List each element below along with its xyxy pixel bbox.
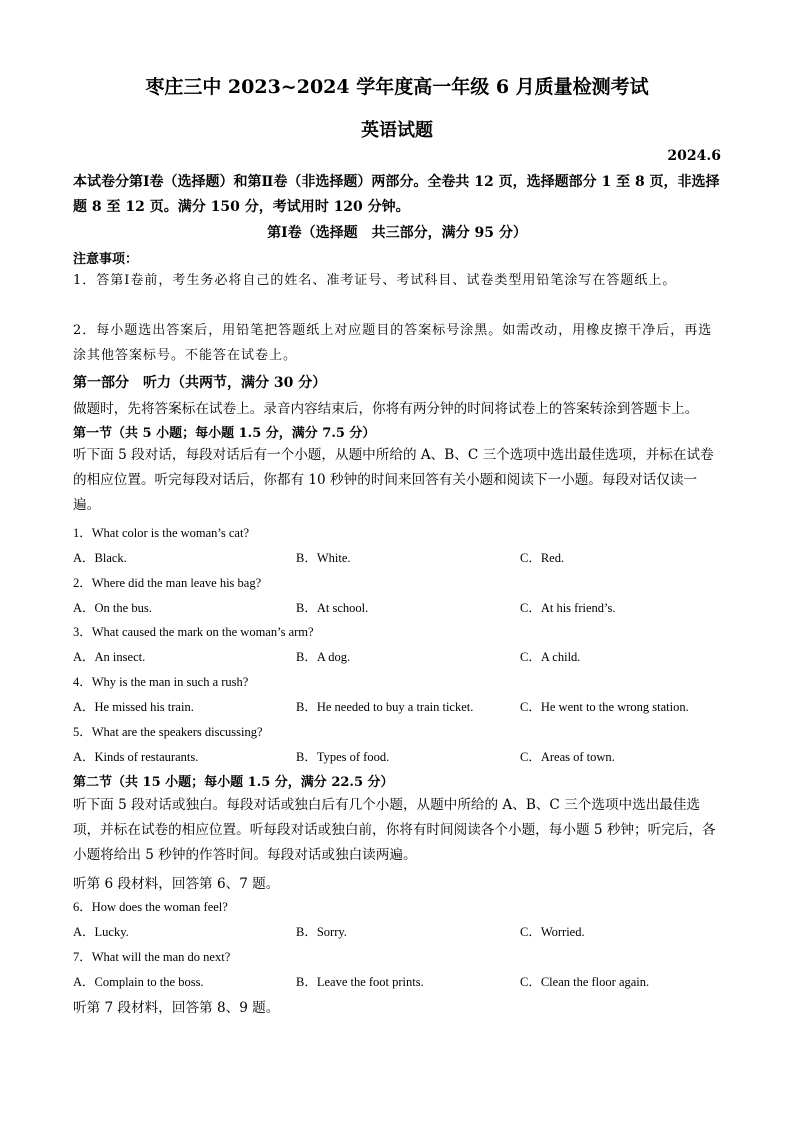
option-b: B．Sorry. xyxy=(296,925,347,939)
exam-date: 2024.6 xyxy=(667,148,721,164)
option-a: A．On the bus. xyxy=(73,601,152,615)
section1-instruction: 听下面 5 段对话，每段对话后有一个小题，从题中所给的 A、B、C 三个选项中选出最佳选项，并标在试卷的相应位置。听完每段对话后，你都有 10 秒钟的时间来回答有关小题和阅读下一小题。每段对话仅读一遍。 xyxy=(73,447,714,513)
option-b: B．He needed to buy a train ticket. xyxy=(296,700,474,714)
option-b: B．Types of food. xyxy=(296,750,390,764)
option-a: A．Lucky. xyxy=(73,925,129,939)
question-text: 7．What will the man do next? xyxy=(73,950,231,964)
material-note: 听第 6 段材料，回答第 6、7 题。 xyxy=(73,876,280,892)
option-b: B．A dog. xyxy=(296,650,351,664)
option-c: C．Red. xyxy=(520,551,565,565)
note-item: 1．答第Ⅰ卷前，考生务必将自己的姓名、准考证号、考试科目、试卷类型用铅笔涂写在答题纸上。 xyxy=(73,273,677,288)
option-b: B．At school. xyxy=(296,601,369,615)
option-a: A．Kinds of restaurants. xyxy=(73,750,199,764)
option-c: C．Worried. xyxy=(520,925,585,939)
option-a: A．Complain to the boss. xyxy=(73,975,204,989)
option-a: A．An insect. xyxy=(73,650,146,664)
option-c: C．At his friend’s. xyxy=(520,601,616,615)
note-item: 2．每小题选出答案后，用铅笔把答题纸上对应题目的答案标号涂黑。如需改动，用橡皮擦干净后，再选涂其他答案标号。不能答在试卷上。 xyxy=(73,323,713,363)
question-text: 2．Where did the man leave his bag? xyxy=(73,576,262,590)
intro-paragraph: 本试卷分第Ⅰ卷（选择题）和第Ⅱ卷（非选择题）两部分。全卷共 12 页，选择题部分 1 至 8 页，非选择题 8 至 12 页。满分 150 分，考试用时 120 分钟。 xyxy=(73,174,720,215)
option-c: C．He went to the wrong station. xyxy=(520,700,689,714)
volume-heading: 第Ⅰ卷（选择题 共三部分，满分 95 分） xyxy=(267,225,527,241)
question-text: 4．Why is the man in such a rush? xyxy=(73,675,249,689)
section1-title: 第一节（共 5 小题；每小题 1.5 分，满分 7.5 分） xyxy=(73,426,376,441)
material-note: 听第 7 段材料，回答第 8、9 题。 xyxy=(73,1000,280,1016)
option-b: B．White. xyxy=(296,551,351,565)
option-a: A．Black. xyxy=(73,551,127,565)
exam-subtitle: 英语试题 xyxy=(361,120,433,141)
exam-title: 枣庄三中 2023~2024 学年度高一年级 6 月质量检测考试 xyxy=(145,76,649,98)
part1-title: 第一部分 听力（共两节，满分 30 分） xyxy=(73,375,327,391)
option-c: C．Areas of town. xyxy=(520,750,615,764)
option-c: C．Clean the floor again. xyxy=(520,975,650,989)
section2-title: 第二节（共 15 小题；每小题 1.5 分，满分 22.5 分） xyxy=(73,775,394,790)
part1-instruction: 做题时，先将答案标在试卷上。录音内容结束后，你将有两分钟的时间将试卷上的答案转涂到答题卡上。 xyxy=(73,401,699,417)
option-b: B．Leave the foot prints. xyxy=(296,975,424,989)
question-text: 3．What caused the mark on the woman’s arm? xyxy=(73,625,314,639)
notes-title: 注意事项： xyxy=(73,252,139,267)
option-c: C．A child. xyxy=(520,650,581,664)
question-text: 5．What are the speakers discussing? xyxy=(73,725,263,739)
option-a: A．He missed his train. xyxy=(73,700,194,714)
section2-instruction: 听下面 5 段对话或独白。每段对话或独白后有几个小题，从题中所给的 A、B、C 三个选项中选出最佳选项，并标在试卷的相应位置。听每段对话或独白前，你将有时间阅读各个小题，每小题 5 秒钟；听完后，各小题将给出 5 秒钟的作答时间。每段对话或独白读两遍。 xyxy=(73,797,716,863)
question-text: 6．How does the woman feel? xyxy=(73,900,228,914)
question-text: 1．What color is the woman’s cat? xyxy=(73,526,249,540)
